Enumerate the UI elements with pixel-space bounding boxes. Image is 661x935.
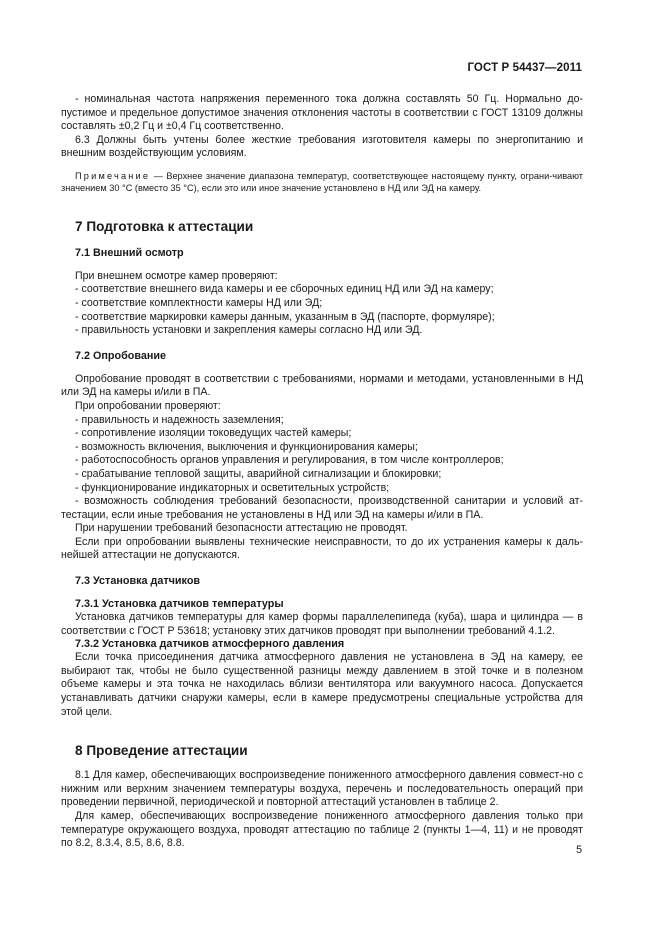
section-7-3-1-paragraph: Установка датчиков температуры для камер формы параллелепипеда (куба), шара и цилиндра — в соответствии с ГОСТ Р 53618; установку этих датчиков проводят при выполнении требований 4.1.2. — [61, 611, 583, 637]
list-item: - возможность соблюдения требований безопасности, производственной санитарии и условий ат-тестации, если иные требования не установлены в НД или ЭД на камеры и/или в ПА. — [61, 495, 583, 521]
section-7-3-title: 7.3 Установка датчиков — [75, 575, 201, 588]
page-number: 5 — [576, 844, 582, 856]
list-item: - срабатывание тепловой защиты, аварийной сигнализации и блокировки; — [75, 467, 442, 480]
section-7-1-title: 7.1 Внешний осмотр — [75, 246, 184, 259]
document-id-header: ГОСТ Р 54437—2011 — [467, 62, 582, 74]
list-item: - возможность включения, выключения и функционирования камеры; — [75, 440, 418, 453]
section-8-paragraph-2: Для камер, обеспечивающих воспроизведение пониженного атмосферного давления только при температуре окружающего воздуха, проводят аттестацию по таблице 2 (пункты 1—4, 11) и не проводят по 8.2, 8.3.4, 8.5, 8.6, 8.8. — [61, 810, 583, 850]
note-label: Примечание — [75, 170, 151, 181]
section-7-2-lead: При опробовании проверяют: — [75, 399, 221, 412]
note-text: — Верхнее значение диапазона температур, соответствующее настоящему пункту, ограни-чивают значением 30 °С (вместо 35 °С), если это или иное значение установлено в НД или ЭД на камеру. — [61, 170, 583, 194]
list-item: - соответствие комплектности камеры НД или ЭД; — [75, 296, 323, 309]
section-7-3-2-paragraph: Если точка присоединения датчика атмосферного давления не установлена в ЭД на камеру, ее выбирают так, чтобы не было существенной разницы между давлением в этой точке и в полезном объеме камеры и эта точка не находилась вблизи вентилятора или вакуумного насоса. Допускается устанавливать датчики снаружи камеры, если в камере предусмотрены специальные устройства для этой цели. — [61, 651, 583, 718]
list-item: - сопротивление изоляции токоведущих частей камеры; — [75, 427, 352, 440]
note-paragraph — [61, 170, 583, 195]
section-7-2-paragraph: Опробование проводят в соответствии с требованиями, нормами и методами, установленными в НД или ЭД на камеры и/или в ПА. — [61, 372, 583, 399]
list-item: - соответствие маркировки камеры данным, указанным в ЭД (паспорте, формуляре); — [75, 310, 495, 323]
list-item: - работоспособность органов управления и регулирования, в том числе контроллеров; — [75, 454, 504, 467]
section-8-title: 8 Проведение аттестации — [75, 743, 248, 759]
list-item: - соответствие внешнего вида камеры и ее сборочных единиц НД или ЭД на камеру; — [75, 283, 494, 296]
section-7-3-2-title: 7.3.2 Установка датчиков атмосферного давления — [75, 638, 345, 651]
list-item: - правильность установки и закрепления камеры согласно НД или ЭД. — [75, 324, 423, 337]
section-7-3-1-title: 7.3.1 Установка датчиков температуры — [75, 598, 284, 611]
list-item: - функционирование индикаторных и осветительных устройств; — [75, 481, 390, 494]
section-7-2-title: 7.2 Опробование — [75, 349, 167, 362]
document-body — [61, 93, 583, 851]
section-8-1-paragraph: 8.1 Для камер, обеспечивающих воспроизведение пониженного атмосферного давления совмест-но с нижним или верхним значением температуры воздуха, перечень и последовательность операций при проведении первичной, периодической и повторной аттестаций установлен в таблице 2. — [61, 769, 583, 809]
intro-paragraph-6-3: 6.3 Должны быть учтены более жесткие требования изготовителя камеры по энергопитанию и внешним воздействующим условиям. — [61, 133, 583, 160]
section-7-title: 7 Подготовка к аттестации — [75, 218, 254, 234]
intro-paragraph-frequency: - номинальная частота напряжения переменного тока должна составлять 50 Гц. Нормально до-пустимое и предельное допустимое значения отклонения частоты в соответствии с ГОСТ 13109 должны составлять ±0,2 Гц и ±0,4 Гц соответственно. — [61, 93, 583, 133]
section-7-1-lead: При внешнем осмотре камер проверяют: — [75, 269, 278, 282]
section-7-2-safety-paragraph: При нарушении требований безопасности аттестацию не проводят. — [75, 522, 408, 535]
list-item: - правильность и надежность заземления; — [75, 413, 284, 426]
section-7-2-faults-paragraph: Если при опробовании выявлены технические неисправности, то до их устранения камеры к даль-нейшей аттестации не допускаются. — [61, 535, 583, 562]
